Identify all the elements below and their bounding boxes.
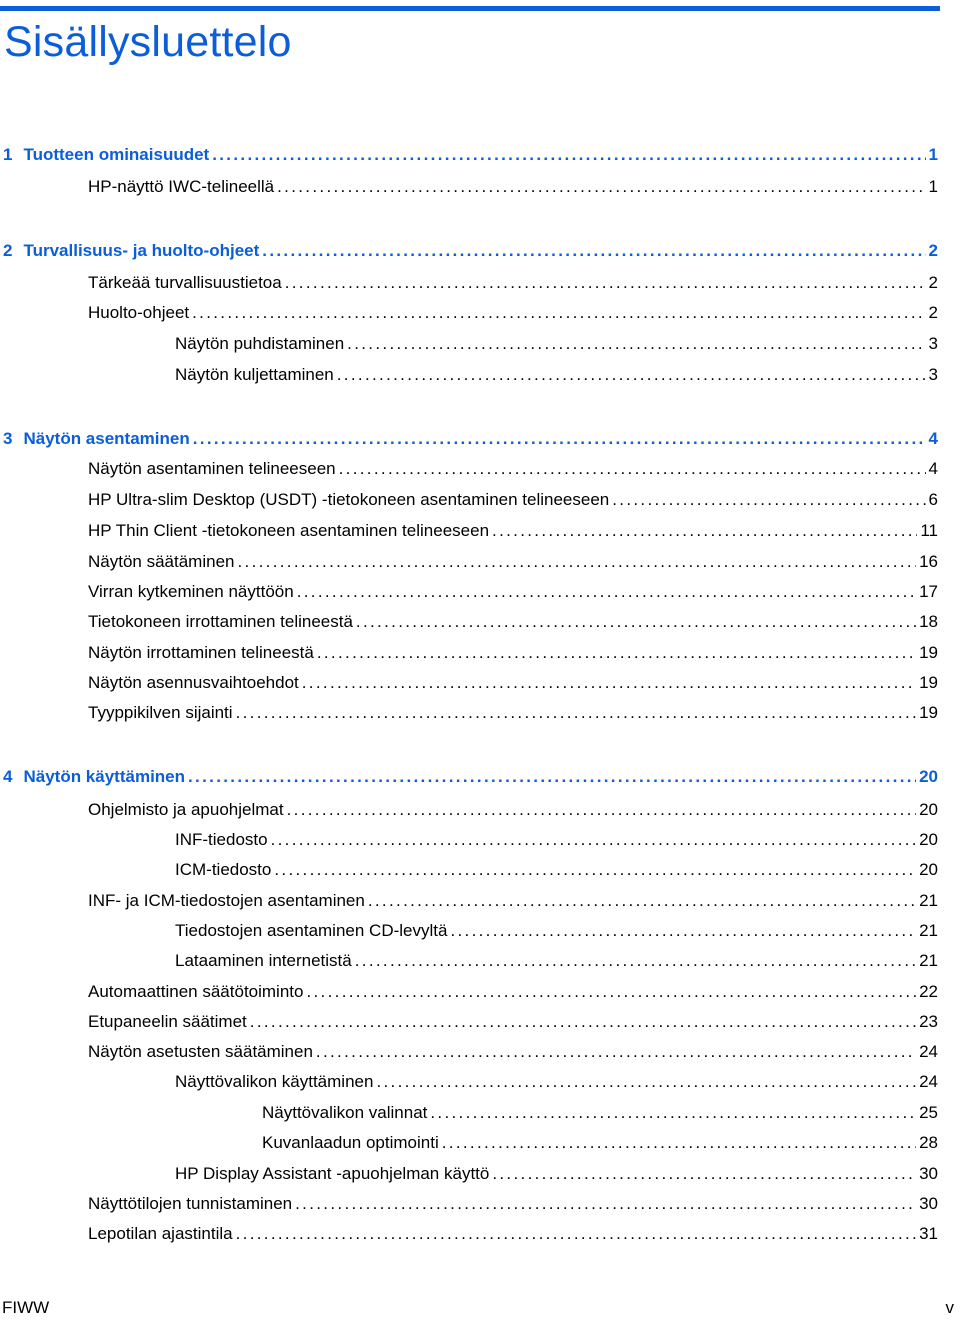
toc-entry[interactable]: [175, 859, 938, 881]
toc-entry[interactable]: [88, 458, 938, 480]
toc-page-number: 2: [928, 273, 938, 292]
toc-page-number: 3: [928, 334, 938, 353]
toc-page-number: 21: [919, 951, 938, 970]
dot-leader: [306, 981, 916, 1003]
dot-leader: [430, 1102, 916, 1124]
toc-entry-label: INF-tiedosto: [175, 830, 268, 849]
dot-leader: [316, 1041, 916, 1063]
toc-entry[interactable]: [88, 176, 938, 198]
toc-entry[interactable]: [88, 520, 938, 542]
toc-entry[interactable]: [262, 1132, 938, 1154]
toc-page-number: 24: [919, 1042, 938, 1061]
toc-entry-label: Näytön irrottaminen telineestä: [88, 643, 314, 662]
dot-leader: [317, 642, 916, 664]
toc-page-number: 1: [928, 145, 938, 164]
toc-entry-label: Virran kytkeminen näyttöön: [88, 582, 294, 601]
dot-leader: [356, 611, 916, 633]
toc-page-number: 21: [919, 891, 938, 910]
dot-leader: [250, 1011, 916, 1033]
toc-chapter-entry[interactable]: [3, 240, 938, 262]
toc-entry[interactable]: [175, 364, 938, 386]
dot-leader: [355, 950, 916, 972]
dot-leader: [492, 520, 917, 542]
toc-entry-label: HP Display Assistant -apuohjelman käyttö: [175, 1164, 490, 1183]
toc-entry-label: Näytön käyttäminen: [23, 767, 186, 786]
toc-page-number: 19: [919, 703, 938, 722]
dot-leader: [262, 240, 925, 262]
toc-page-number: 17: [919, 582, 938, 601]
dot-leader: [492, 1163, 916, 1185]
toc-page-number: 25: [919, 1103, 938, 1122]
dot-leader: [442, 1132, 916, 1154]
dot-leader: [236, 1223, 916, 1245]
toc-entry[interactable]: [88, 1223, 938, 1245]
toc-entry[interactable]: [88, 489, 938, 511]
toc-entry-label: Turvallisuus- ja huolto-ohjeet: [23, 241, 260, 260]
toc-entry-label: Etupaneelin säätimet: [88, 1012, 247, 1031]
toc-entry[interactable]: [175, 1163, 938, 1185]
dot-leader: [188, 766, 916, 788]
toc-entry[interactable]: [175, 333, 938, 355]
toc-entry[interactable]: [88, 1011, 938, 1033]
toc-page-number: 2: [928, 303, 938, 322]
toc-entry-label: HP Thin Client -tietokoneen asentaminen telineeseen: [88, 521, 490, 540]
toc-entry-label: Näyttötilojen tunnistaminen: [88, 1194, 293, 1213]
toc-entry[interactable]: [88, 642, 938, 664]
toc-entry-label: Tuotteen ominaisuudet: [23, 145, 210, 164]
toc-entry-label: Tärkeää turvallisuustietoa: [88, 273, 282, 292]
toc-chapter-number: 3: [3, 429, 13, 448]
dot-leader: [302, 672, 916, 694]
toc-entry[interactable]: [88, 1193, 938, 1215]
dot-leader: [274, 859, 916, 881]
toc-page-number: 21: [919, 921, 938, 940]
toc-entry-label: Automaattinen säätötoiminto: [88, 982, 304, 1001]
toc-chapter-entry[interactable]: [3, 144, 938, 166]
toc-page-number: 18: [919, 612, 938, 631]
toc-entry-label: Tiedostojen asentaminen CD-levyltä: [175, 921, 448, 940]
toc-entry-label: Lepotilan ajastintila: [88, 1224, 233, 1243]
dot-leader: [347, 333, 925, 355]
toc-entry-label: Tyyppikilven sijainti: [88, 703, 233, 722]
toc-entry[interactable]: [88, 702, 938, 724]
toc-entry-label: Näytön asentaminen telineeseen: [88, 459, 336, 478]
toc-entry-label: Näytön kuljettaminen: [175, 365, 334, 384]
dot-leader: [271, 829, 916, 851]
toc-page-number: 31: [919, 1224, 938, 1243]
dot-leader: [612, 489, 925, 511]
toc-page-number: 11: [920, 521, 938, 540]
toc-entry[interactable]: [88, 302, 938, 324]
toc-entry-label: Lataaminen internetistä: [175, 951, 352, 970]
toc-entry[interactable]: [88, 1041, 938, 1063]
dot-leader: [237, 551, 916, 573]
dot-leader: [287, 799, 916, 821]
toc-entry[interactable]: [175, 829, 938, 851]
dot-leader: [277, 176, 925, 198]
toc-entry-label: Näyttövalikon käyttäminen: [175, 1072, 374, 1091]
toc-page-number: 6: [928, 490, 938, 509]
toc-chapter-number: 2: [3, 241, 13, 260]
toc-entry[interactable]: [88, 272, 938, 294]
toc-page-number: 1: [928, 177, 938, 196]
toc-entry[interactable]: [88, 551, 938, 573]
toc-entry-label: HP-näyttö IWC-telineellä: [88, 177, 275, 196]
toc-page-number: 20: [919, 767, 938, 786]
toc-page-number: 24: [919, 1072, 938, 1091]
toc-page-number: 4: [928, 459, 938, 478]
toc-page-number: 20: [919, 830, 938, 849]
toc-entry[interactable]: [175, 1071, 938, 1093]
toc-entry-label: HP Ultra-slim Desktop (USDT) -tietokoneen asentaminen telineeseen: [88, 490, 610, 509]
toc-page-number: 30: [919, 1194, 938, 1213]
page-title: Sisällysluettelo: [4, 18, 292, 66]
toc-entry-label: Tietokoneen irrottaminen telineestä: [88, 612, 353, 631]
toc-entry-label: Näyttövalikon valinnat: [262, 1103, 428, 1122]
toc-entry[interactable]: [88, 672, 938, 694]
dot-leader: [192, 302, 925, 324]
toc-entry-label: Huolto-ohjeet: [88, 303, 190, 322]
dot-leader: [450, 920, 916, 942]
toc-entry-label: Näytön asentaminen: [23, 429, 190, 448]
toc-page-number: 28: [919, 1133, 938, 1152]
dot-leader: [285, 272, 926, 294]
toc-page-number: 19: [919, 643, 938, 662]
toc-entry-label: Näytön puhdistaminen: [175, 334, 345, 353]
toc-entry[interactable]: [88, 981, 938, 1003]
toc-entry-label: Näytön asetusten säätäminen: [88, 1042, 313, 1061]
dot-leader: [193, 428, 926, 450]
toc-page-number: 23: [919, 1012, 938, 1031]
toc-page-number: 4: [928, 429, 938, 448]
toc-entry-label: ICM-tiedosto: [175, 860, 272, 879]
toc-page-number: 16: [919, 552, 938, 571]
toc-entry[interactable]: [175, 920, 938, 942]
dot-leader: [376, 1071, 916, 1093]
toc-chapter-number: 4: [3, 767, 13, 786]
toc-page-number: 19: [919, 673, 938, 692]
toc-chapter-entry[interactable]: [3, 428, 938, 450]
toc-entry-label: Kuvanlaadun optimointi: [262, 1133, 439, 1152]
toc-entry-label: INF- ja ICM-tiedostojen asentaminen: [88, 891, 365, 910]
footer-left: FIWW: [2, 1298, 50, 1317]
dot-leader: [212, 144, 925, 166]
toc-page-number: 2: [928, 241, 938, 260]
toc-page-number: 20: [919, 860, 938, 879]
toc-page-number: 30: [919, 1164, 938, 1183]
toc-entry[interactable]: [175, 950, 938, 972]
toc-entry[interactable]: [88, 799, 938, 821]
toc-entry[interactable]: [88, 890, 938, 912]
toc-page-number: 22: [919, 982, 938, 1001]
dot-leader: [297, 581, 916, 603]
toc-page-number: 3: [928, 365, 938, 384]
dot-leader: [339, 458, 926, 480]
toc-page-number: 20: [919, 800, 938, 819]
toc-entry-label: Ohjelmisto ja apuohjelmat: [88, 800, 284, 819]
toc-entry[interactable]: [88, 611, 938, 633]
dot-leader: [236, 702, 917, 724]
dot-leader: [368, 890, 916, 912]
toc-entry-label: Näytön säätäminen: [88, 552, 235, 571]
footer-page-number: v: [945, 1298, 954, 1317]
dot-leader: [337, 364, 926, 386]
toc-chapter-number: 1: [3, 145, 13, 164]
toc-chapter-entry[interactable]: [3, 766, 938, 788]
toc-entry[interactable]: [262, 1102, 938, 1124]
toc-entry-label: Näytön asennusvaihtoehdot: [88, 673, 299, 692]
dot-leader: [295, 1193, 916, 1215]
toc-entry[interactable]: [88, 581, 938, 603]
